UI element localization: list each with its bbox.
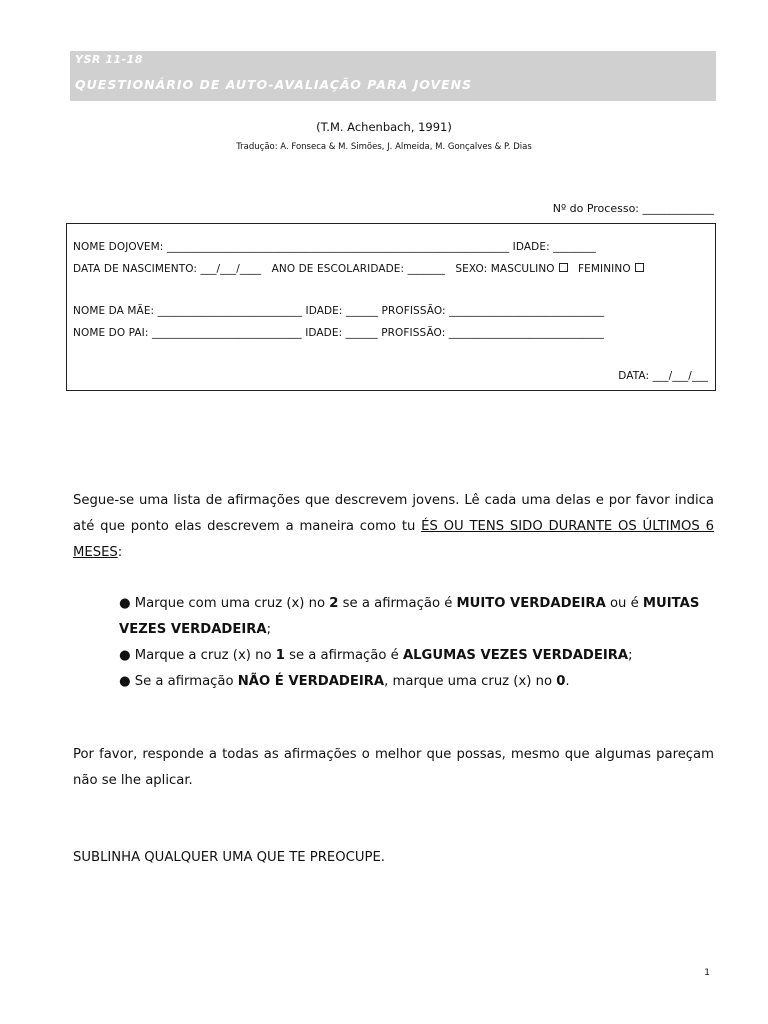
process-number-field[interactable]: Nº do Processo: _____________ [552, 202, 714, 215]
date-field[interactable]: DATA: ___/___/___ [618, 370, 708, 382]
underline-instruction: SUBLINHA QUALQUER UMA QUE TE PREOCUPE. [73, 850, 385, 865]
list-item: ● Marque com uma cruz (x) no 2 se a afirmação é MUITO VERDADEIRA ou é MUITAS VEZES VERDADEIRA; [119, 596, 700, 637]
mother-row[interactable]: NOME DA MÃE: ___________________________ IDADE: ______ PROFISSÃO: _____________________________ [73, 305, 605, 317]
intro-paragraph [73, 488, 714, 566]
form-code: YSR 11-18 [75, 53, 143, 66]
citation: (T.M. Achenbach, 1991) [316, 120, 452, 134]
birth-school-sex-row [73, 263, 644, 275]
intro-underlined: ÉS OU TENS SIDO DURANTE OS ÚLTIMOS 6 MESES [73, 519, 714, 560]
male-checkbox[interactable] [559, 263, 568, 272]
identification-form [66, 223, 716, 391]
list-item: ● Se a afirmação NÃO É VERDADEIRA, marque uma cruz (x) no 0. [119, 674, 570, 689]
birth-school-sex-text[interactable]: DATA DE NASCIMENTO: ___/___/____ ANO DE ESCOLARIDADE: _______ SEXO: MASCULINO [73, 263, 555, 275]
female-checkbox[interactable] [635, 263, 644, 272]
instruction-list [119, 591, 715, 695]
form-title: QUESTIONÁRIO DE AUTO-AVALIAÇÃO PARA JOVENS [75, 77, 473, 92]
father-row[interactable]: NOME DO PAI: ____________________________ IDADE: ______ PROFISSÃO: _____________________________ [73, 327, 604, 339]
list-item: ● Marque a cruz (x) no 1 se a afirmação é ALGUMAS VEZES VERDADEIRA; [119, 648, 633, 663]
intro-end: : [117, 545, 123, 560]
youth-name-age-row[interactable]: NOME DOJOVEM: ________________________________________________________________ IDADE: ________ [73, 241, 596, 253]
translation-credits: Tradução: A. Fonseca & M. Simões, J. Almeida, M. Gonçalves & P. Dias [236, 142, 532, 152]
please-answer-paragraph: Por favor, responde a todas as afirmações o melhor que possas, mesmo que algumas pareçam não se lhe aplicar. [73, 747, 714, 788]
female-label: FEMININO [577, 263, 631, 275]
page-number: 1 [704, 968, 710, 978]
header-bar [70, 51, 716, 101]
intro-text: Segue-se uma lista de afirmações que descrevem jovens. Lê cada uma delas e por favor indica até que ponto elas descrevem a maneira como tu [73, 493, 714, 534]
